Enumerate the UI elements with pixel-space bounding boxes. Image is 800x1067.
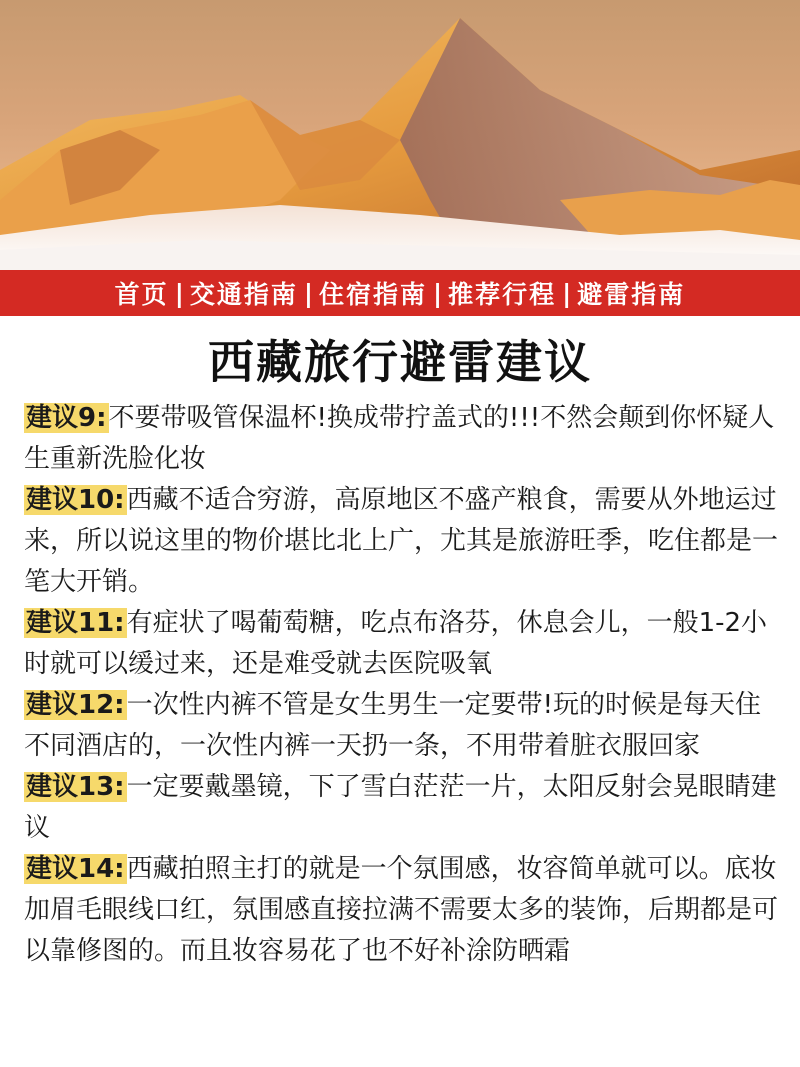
tip-text: 有症状了喝葡萄糖，吃点布洛芬，休息会儿，一般1-2小时就可以缓过来，还是难受就去医院吸氧 [24,608,768,679]
hero-mountain-image [0,0,800,270]
tip-label: 建议9: [26,403,107,433]
nav-item-pitfall-guide[interactable]: 避雷指南 [577,280,686,309]
tip-label: 建议10: [26,485,125,515]
tip-label: 建议12: [26,690,125,720]
nav-item-transport-guide[interactable]: 交通指南 [189,280,298,309]
mountain-illustration [0,0,800,270]
nav-item-recommended-itinerary[interactable]: 推荐行程 [448,280,557,309]
tip-item [24,398,784,480]
tip-item [24,849,784,972]
tip-label: 建议13: [26,772,125,802]
nav-item-lodging-guide[interactable]: 住宿指南 [318,280,427,309]
top-navigation-bar [0,270,800,316]
nav-separator: | [433,278,443,308]
tips-list [24,398,784,972]
tip-text: 西藏拍照主打的就是一个氛围感，妆容简单就可以。底妆加眉毛眼线口红，氛围感直接拉满不需要太多的装饰，后期都是可以靠修图的。而且妆容易花了也不好补涂防晒霜 [24,854,779,966]
tip-item [24,685,784,767]
tip-text: 不要带吸管保温杯!换成带拧盖式的!!!不然会颠到你怀疑人生重新洗脸化妆 [24,403,775,474]
tip-item [24,603,784,685]
nav-separator: | [174,278,184,308]
nav-separator: | [562,278,572,308]
tip-text: 西藏不适合穷游，高原地区不盛产粮食，需要从外地运过来，所以说这里的物价堪比北上广，尤其是旅游旺季，吃住都是一笔大开销。 [24,485,779,597]
tip-item [24,767,784,849]
page-title: 西藏旅行避雷建议 [208,335,592,389]
nav-separator: | [303,278,313,308]
tip-label: 建议14: [26,854,125,884]
tip-text: 一次性内裤不管是女生男生一定要带!玩的时候是每天住不同酒店的，一次性内裤一天扔一条，不用带着脏衣服回家 [24,690,762,761]
tip-text: 一定要戴墨镜，下了雪白茫茫一片，太阳反射会晃眼睛建议 [24,772,777,843]
nav-item-home[interactable]: 首页 [114,280,169,309]
tip-label: 建议11: [26,608,125,638]
tip-item [24,480,784,603]
